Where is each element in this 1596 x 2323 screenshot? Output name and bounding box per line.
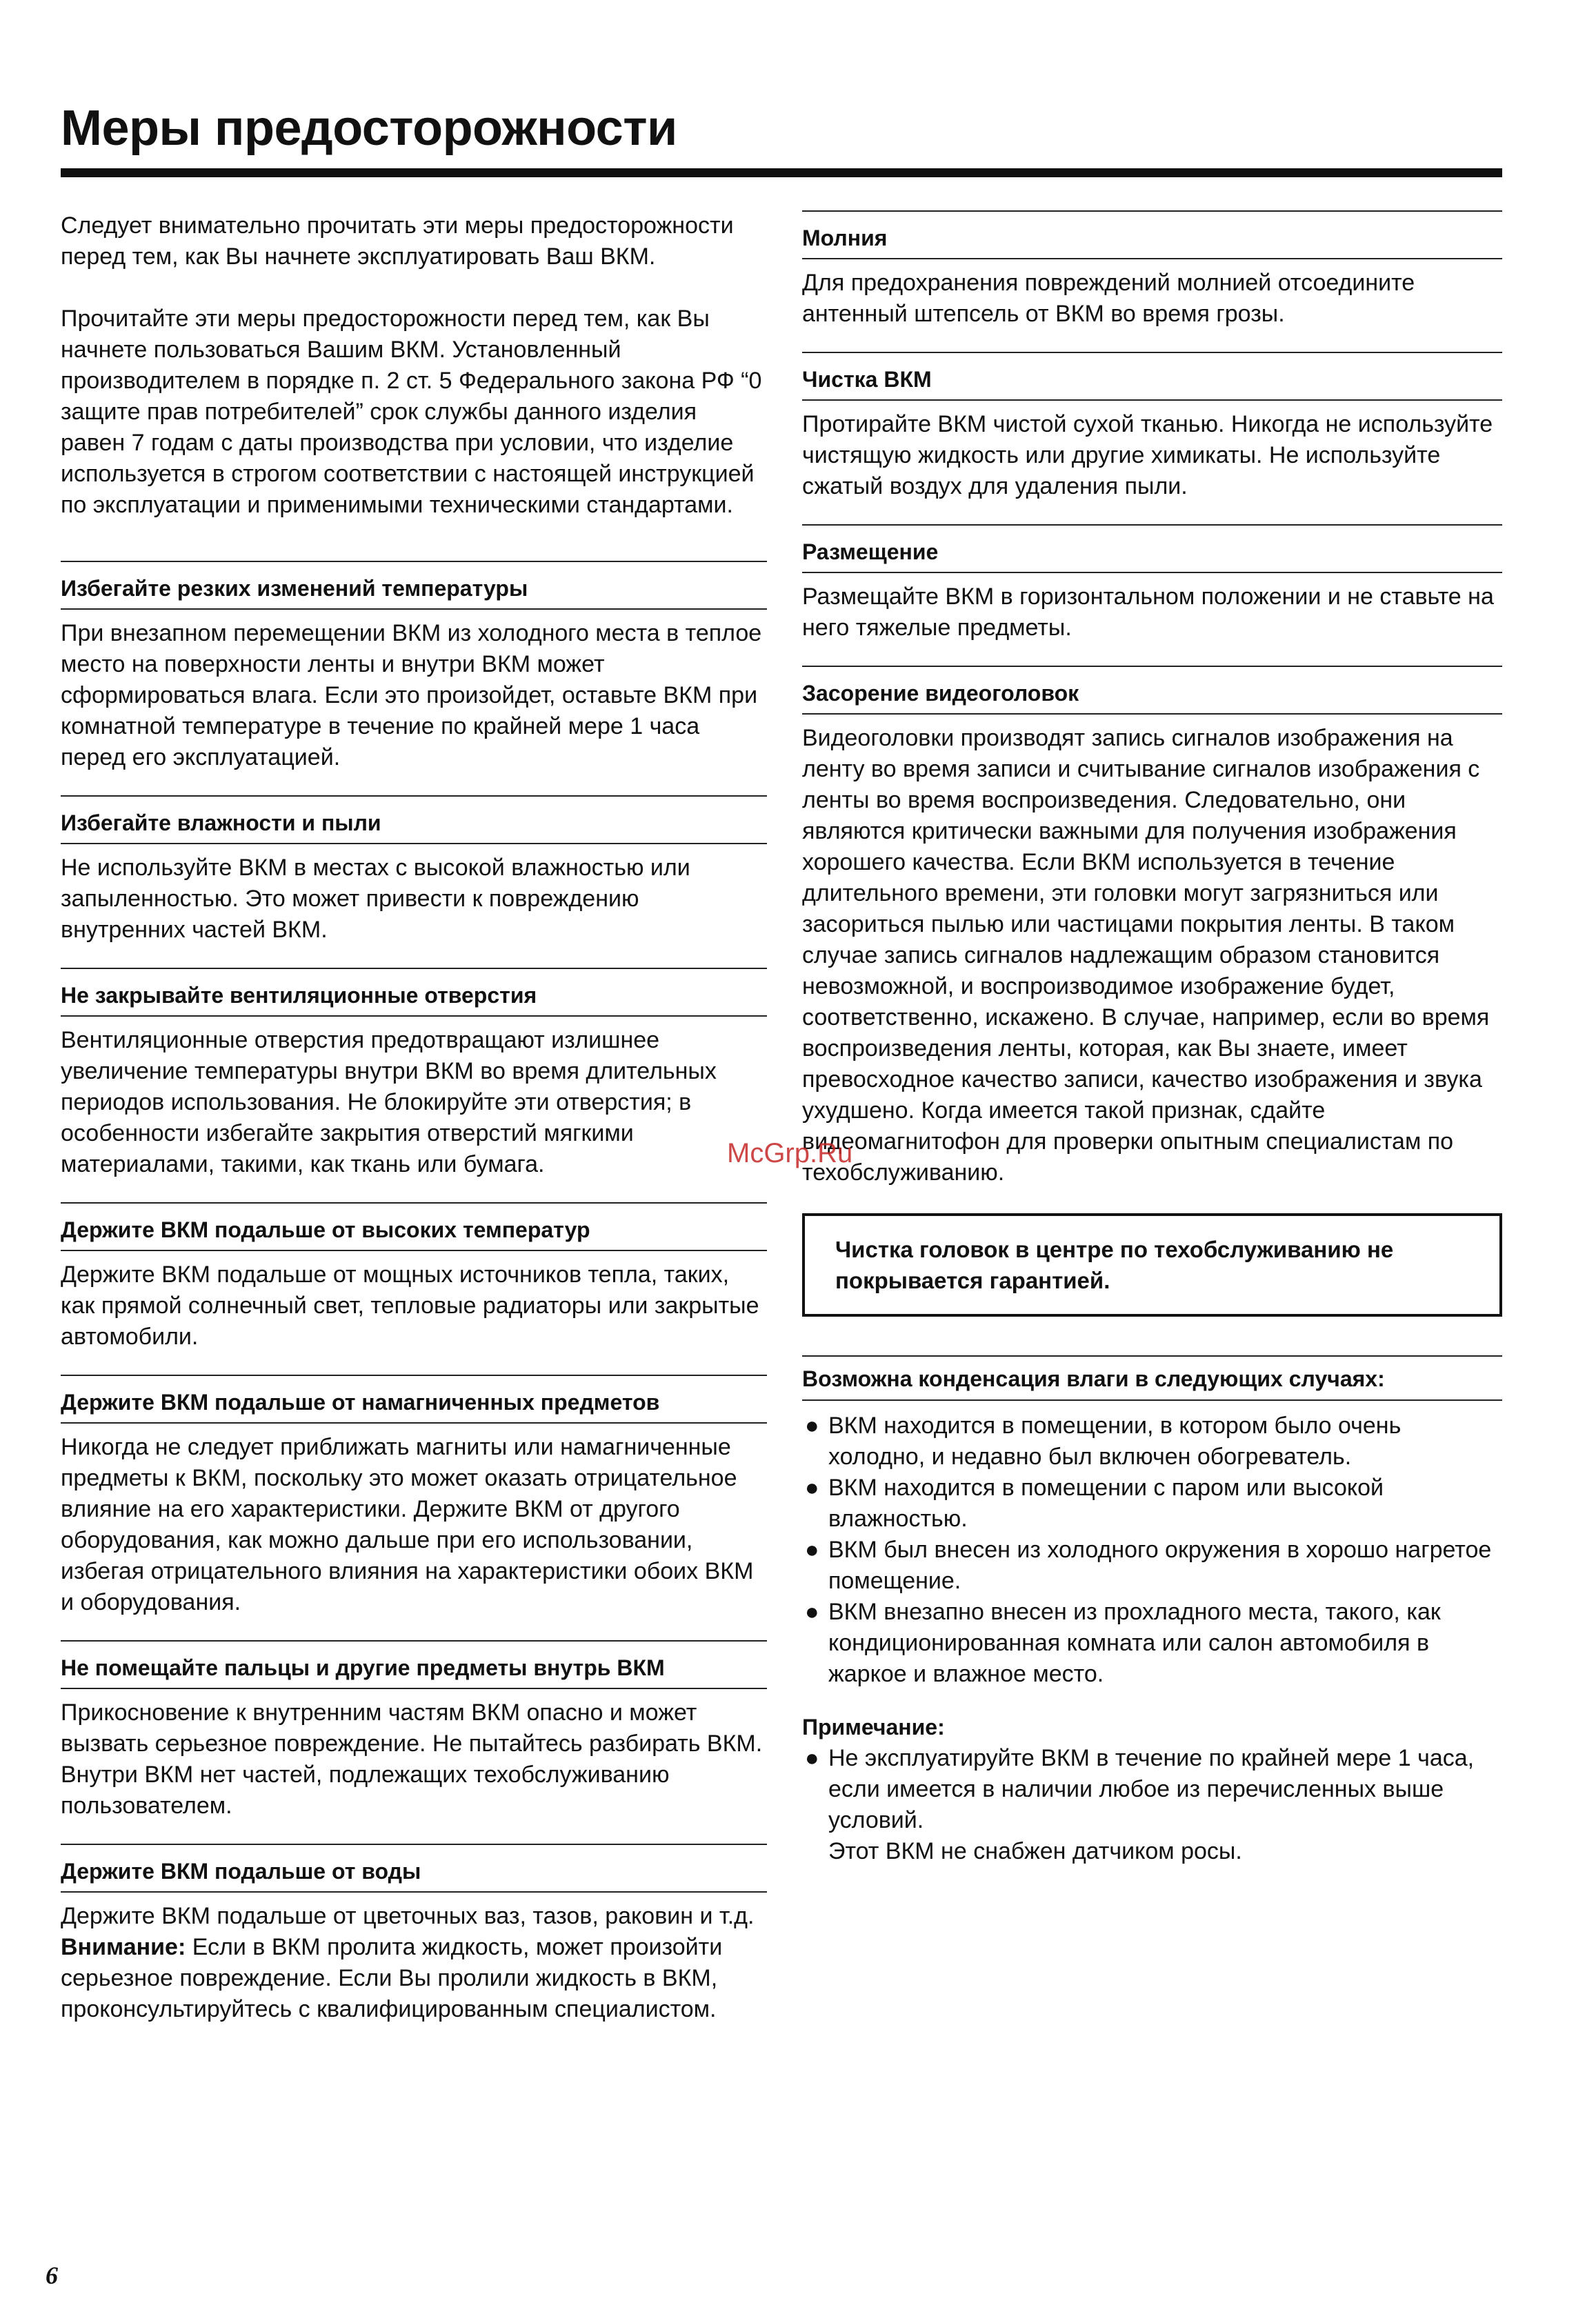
list-item: ● ВКМ внезапно внесен из прохладного места, такого, как кондиционированная комната или салон автомобиля в жаркое и влажное место. (802, 1597, 1502, 1690)
page-number: 6 (46, 2262, 58, 2289)
section-heading: Молния (802, 223, 1502, 259)
section-heading: Держите ВКМ подальше от высоких температур (61, 1215, 767, 1251)
right-column (802, 210, 1502, 1867)
section-heading: Размещение (802, 537, 1502, 573)
section-text: Вентиляционные отверстия предотвращают излишнее увеличение температуры внутри ВКМ во время длительных периодов использования. Не блокируйте эти отверстия; в особенности избегайте закрытия отверстий мягкими материалами, такими, как ткань или бумага. (61, 1027, 717, 1177)
section-humidity-dust (61, 795, 767, 946)
section-fingers-objects (61, 1640, 767, 1822)
section-temperature-changes (61, 561, 767, 773)
section-heading: Держите ВКМ подальше от воды (61, 1856, 767, 1893)
section-high-temperature (61, 1202, 767, 1353)
section-heading: Не помещайте пальцы и другие предметы внутрь ВКМ (61, 1653, 767, 1689)
section-placement (802, 524, 1502, 644)
warning-label: Внимание: (61, 1934, 186, 1960)
page-title: Меры предосторожности (61, 101, 677, 156)
section-heading: Не закрывайте вентиляционные отверстия (61, 980, 767, 1017)
bullet-icon: ● (805, 1745, 819, 1771)
list-item: ● ВКМ находится в помещении, в котором было очень холодно, и недавно был включен обогреватель. (802, 1410, 1502, 1473)
bullet-icon: ● (805, 1413, 819, 1439)
section-text: Держите ВКМ подальше от мощных источников тепла, таких, как прямой солнечный свет, тепловые радиаторы или закрытые автомобили. (61, 1262, 759, 1350)
section-lightning (802, 210, 1502, 330)
note-list (802, 1743, 1502, 1836)
section-text: Размещайте ВКМ в горизонтальном положении и не ставьте на него тяжелые предметы. (802, 584, 1494, 641)
condensation-list (802, 1410, 1502, 1690)
warranty-notice-box: Чистка головок в центре по техобслуживанию не покрывается гарантией. (802, 1213, 1502, 1317)
bullet-icon: ● (805, 1599, 819, 1625)
section-heading: Избегайте влажности и пыли (61, 808, 767, 844)
section-cleaning (802, 352, 1502, 502)
warning-paragraph (61, 1932, 767, 2025)
section-text: Видеоголовки производят запись сигналов изображения на ленту во время записи и считывание сигналов изображения с ленты во время воспроизведения. Следовательно, они являются критически важными для получения изображения хорошего качества. Если ВКМ используется в течение длительного времени, эти головки могут загрязниться или засориться пылью или частицами покрытия ленты. В таком случае запись сигналов надлежащим образом становится невозможной, и воспроизводимое изображение будет, соответственно, искажено. В случае, например, если во время воспроизведения ленты, которая, как Вы знаете, имеет превосходное качество записи, качество изображения и звука ухудшено. Когда имеется такой признак, сдайте видеомагнитофон для проверки опытным специалистам по техобслуживанию. (802, 725, 1490, 1186)
bullet-icon: ● (805, 1475, 819, 1501)
list-item: ● ВКМ был внесен из холодного окружения в хорошо нагретое помещение. (802, 1535, 1502, 1597)
note-heading: Примечание: (802, 1715, 945, 1739)
warning-text: Если в ВКМ пролита жидкость, может произойти серьезное повреждение. Если Вы пролили жидкость в ВКМ, проконсультируйтесь с квалифицированным специалистом. (61, 1934, 723, 2022)
section-water (61, 1844, 767, 2025)
section-text: Для предохранения повреждений молнией отсоедините антенный штепсель от ВКМ во время грозы. (802, 270, 1415, 327)
section-magnetized-objects (61, 1375, 767, 1618)
watermark: McGrp.Ru (727, 1138, 853, 1168)
note-extra: Этот ВКМ не снабжен датчиком росы. (828, 1838, 1242, 1864)
section-text: Протирайте ВКМ чистой сухой тканью. Никогда не используйте чистящую жидкость или другие химикаты. Не используйте сжатый воздух для удаления пыли. (802, 411, 1493, 499)
section-text: Никогда не следует приближать магниты или намагниченные предметы к ВКМ, поскольку это может оказать отрицательное влияние на его характеристики. Держите ВКМ от другого оборудования, как можно дальше при его использовании, избегая отрицательного влияния на характеристики обоих ВКМ и оборудования. (61, 1434, 754, 1615)
title-rule (61, 168, 1502, 177)
section-heading: Чистка ВКМ (802, 364, 1502, 401)
section-heading: Избегайте резких изменений температуры (61, 573, 767, 610)
list-item: ● ВКМ находится в помещении с паром или высокой влажностью. (802, 1473, 1502, 1535)
section-ventilation (61, 968, 767, 1180)
condensation-heading: Возможна конденсация влаги в следующих случаях: (802, 1355, 1502, 1401)
section-text: При внезапном перемещении ВКМ из холодного места в теплое место на поверхности ленты и внутри ВКМ может сформироваться влага. Если это произойдет, оставьте ВКМ при комнатной температуре в течение по крайней мере 1 часа перед его эксплуатацией. (61, 620, 762, 770)
list-item: ● Не эксплуатируйте ВКМ в течение по крайней мере 1 часа, если имеется в наличии любое из перечисленных выше условий. (802, 1743, 1502, 1836)
intro-paragraph-1: Следует внимательно прочитать эти меры предосторожности перед тем, как Вы начнете эксплуатировать Ваш ВКМ. (61, 212, 734, 270)
intro-paragraph-2: Прочитайте эти меры предосторожности перед тем, как Вы начнете пользоваться Вашим ВКМ. Установленный производителем в порядке п. 2 ст. 5 Федерального закона РФ “0 защите прав потребителей” срок службы данного изделия равен 7 годам с даты производства при условии, что изделие используется в строгом соответствии с настоящей инструкцией по эксплуатации и применимыми техническими стандартами. (61, 306, 762, 518)
section-heading: Засорение видеоголовок (802, 678, 1502, 715)
bullet-icon: ● (805, 1537, 819, 1563)
section-head-clogging (802, 666, 1502, 1188)
section-heading: Держите ВКМ подальше от намагниченных предметов (61, 1387, 767, 1424)
section-text: Держите ВКМ подальше от цветочных ваз, тазов, раковин и т.д. (61, 1903, 755, 1929)
section-text: Прикосновение к внутренним частям ВКМ опасно и может вызвать серьезное повреждение. Не пытайтесь разбирать ВКМ. Внутри ВКМ нет частей, подлежащих техобслуживанию пользователем. (61, 1699, 763, 1819)
left-column (61, 210, 767, 2047)
section-text: Не используйте ВКМ в местах с высокой влажностью или запыленностью. Это может привести к повреждению внутренних частей ВКМ. (61, 855, 690, 943)
